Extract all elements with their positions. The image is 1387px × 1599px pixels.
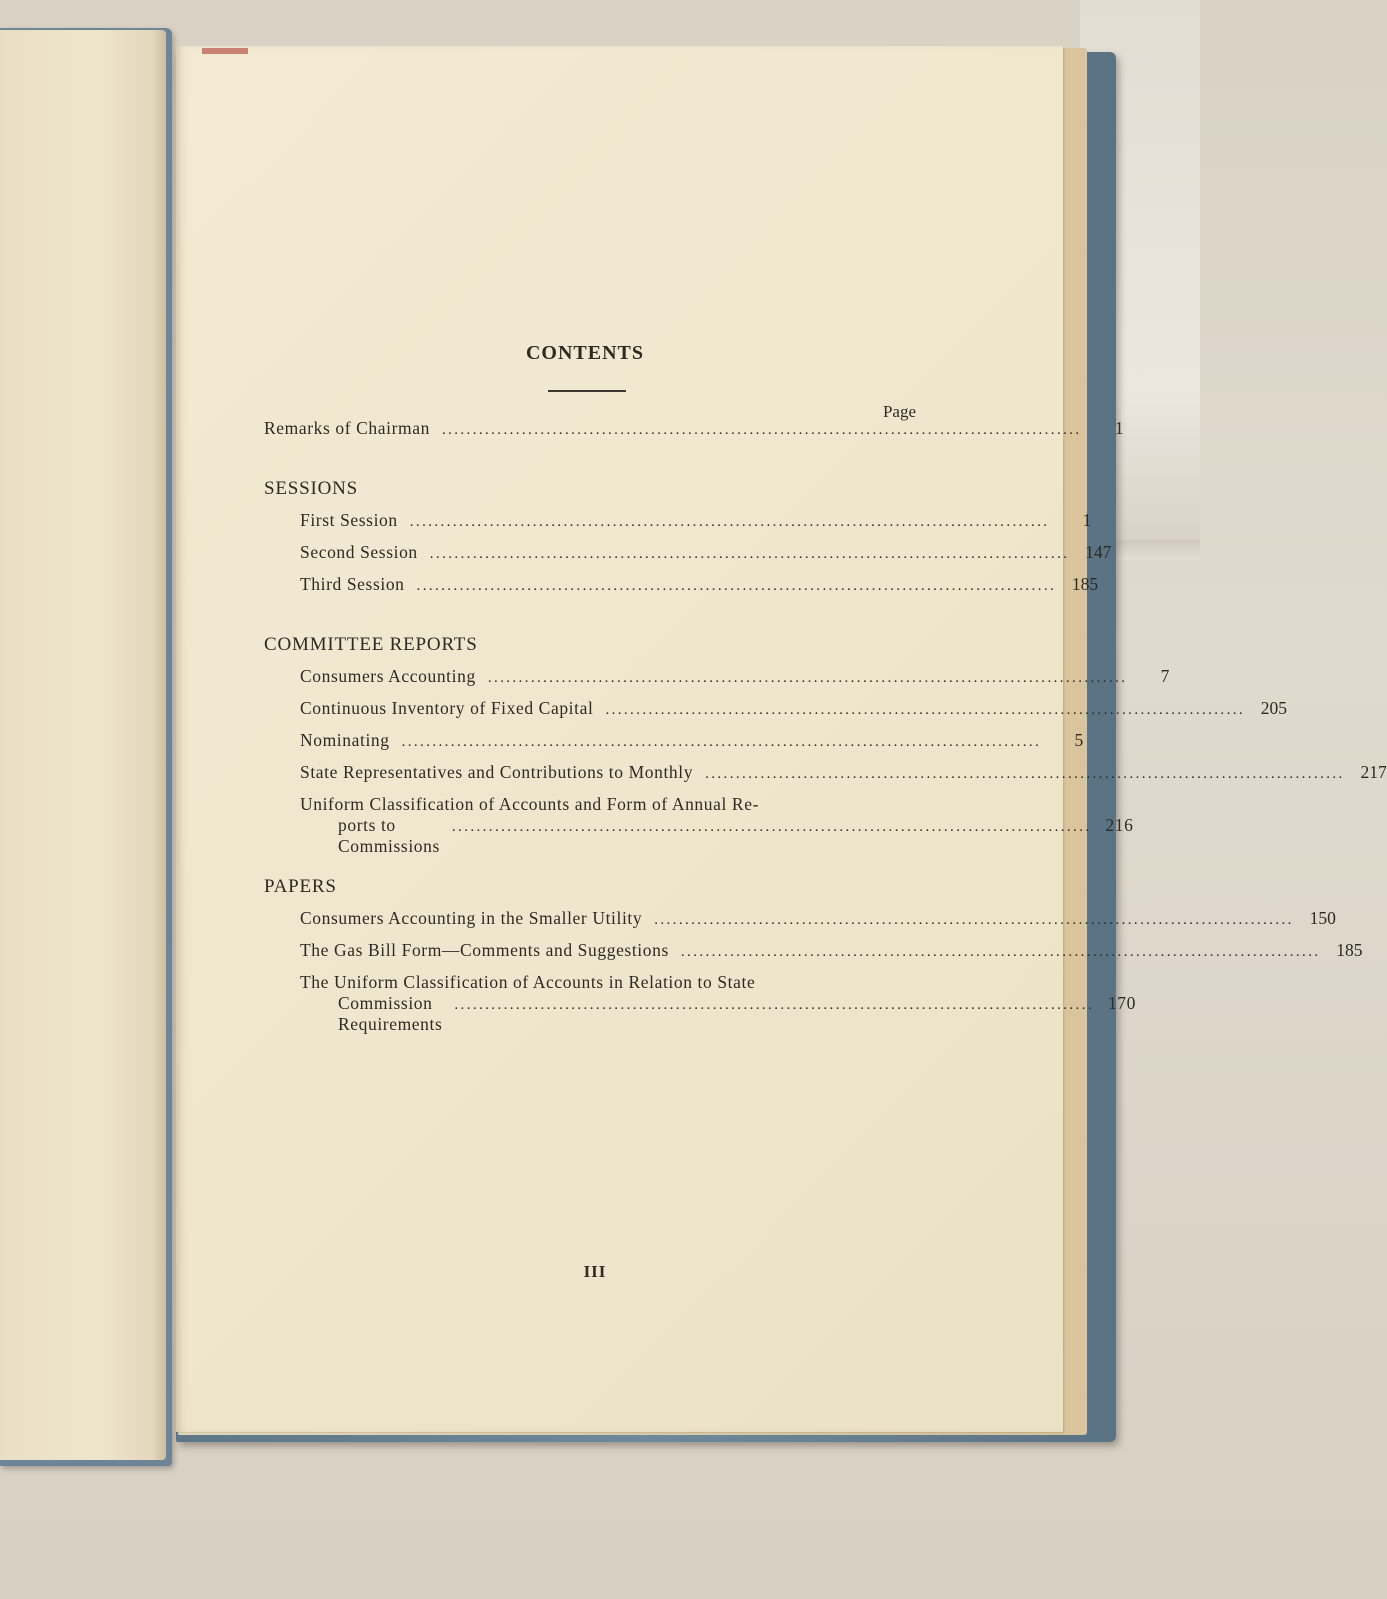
toc-entry-label: Consumers Accounting in the Smaller Utility [300, 908, 643, 928]
dot-leader: ........................................................................................................ [409, 514, 1050, 530]
toc-entry [300, 908, 1336, 929]
toc-entry [300, 666, 1170, 687]
toc-entry [300, 510, 1092, 531]
title-rule [548, 390, 626, 392]
page-folio: III [583, 1262, 607, 1281]
red-ribbon-mark [202, 48, 248, 54]
toc-entry-label-line2: Commission Requirements [338, 993, 443, 1034]
toc-entry [300, 542, 1112, 563]
contents-title: CONTENTS [525, 342, 645, 364]
page-column-label: Page [882, 402, 916, 421]
toc-entry-label: Continuous Inventory of Fixed Capital [300, 698, 594, 718]
toc-entry-page: 150 [1309, 908, 1336, 928]
toc-entry-wrapped [300, 972, 1137, 1035]
toc-entry-label-line1: Uniform Classification of Accounts and Form of Annual Re- [300, 794, 759, 814]
dot-leader: ........................................................................................................ [680, 944, 1321, 960]
toc-entry-page: 205 [1260, 698, 1288, 718]
toc-entry-page: 7 [1160, 666, 1170, 686]
toc-entry-page: 170 [1107, 993, 1137, 1013]
toc-entry [300, 574, 1099, 595]
dot-leader: ........................................................................................................ [705, 766, 1345, 782]
dot-leader: ........................................................................................................ [605, 702, 1246, 718]
dot-leader: ........................................................................................................ [429, 546, 1070, 562]
toc-entry-label: The Gas Bill Form—Comments and Suggestions [300, 940, 669, 960]
toc-entry-page: 5 [1074, 730, 1084, 750]
dot-leader: ........................................................................................................ [454, 997, 1095, 1013]
toc-entry-page: 216 [1105, 815, 1134, 835]
dot-leader: ........................................................................................................ [401, 734, 1042, 750]
section-heading-sessions: SESSIONS [264, 478, 359, 499]
dot-leader: ........................................................................................................ [441, 422, 1082, 438]
toc-entry [300, 698, 1288, 719]
toc-entry-page: 185 [1336, 940, 1363, 960]
toc-entry-label: First Session [300, 510, 398, 530]
dot-leader: ........................................................................................................ [487, 670, 1128, 686]
toc-entry-label: State Representatives and Contributions to Monthly [300, 762, 694, 782]
toc-entry [300, 762, 1387, 783]
toc-entry-label: Third Session [300, 574, 405, 594]
toc-entry-page: 185 [1071, 574, 1099, 594]
toc-entry-wrapped [300, 794, 1134, 857]
toc-entry-label: Second Session [300, 542, 418, 562]
toc-entry-page: 1 [1082, 510, 1092, 530]
dot-leader: ........................................................................................................ [416, 578, 1057, 594]
toc-entry [300, 730, 1084, 751]
toc-entry-label-line2: ports to Commissions [338, 815, 440, 856]
section-heading-committee-reports: COMMITTEE REPORTS [264, 634, 478, 655]
dot-leader: ........................................................................................................ [451, 819, 1092, 835]
toc-entry-label: Nominating [300, 730, 390, 750]
toc-entry-label: Consumers Accounting [300, 666, 476, 686]
toc-entry-page: 147 [1085, 542, 1112, 562]
toc-entry [300, 940, 1363, 961]
dot-leader: ........................................................................................................ [654, 912, 1294, 928]
section-heading-papers: PAPERS [264, 876, 337, 897]
left-page [0, 30, 166, 1460]
toc-entry-page: 1 [1114, 418, 1124, 438]
toc-entry-label-line1: The Uniform Classification of Accounts in Relation to State [300, 972, 756, 992]
toc-entry-label: Remarks of Chairman [264, 418, 430, 438]
toc-entry-remarks [264, 418, 1124, 439]
toc-entry-page: 217 [1360, 762, 1387, 782]
